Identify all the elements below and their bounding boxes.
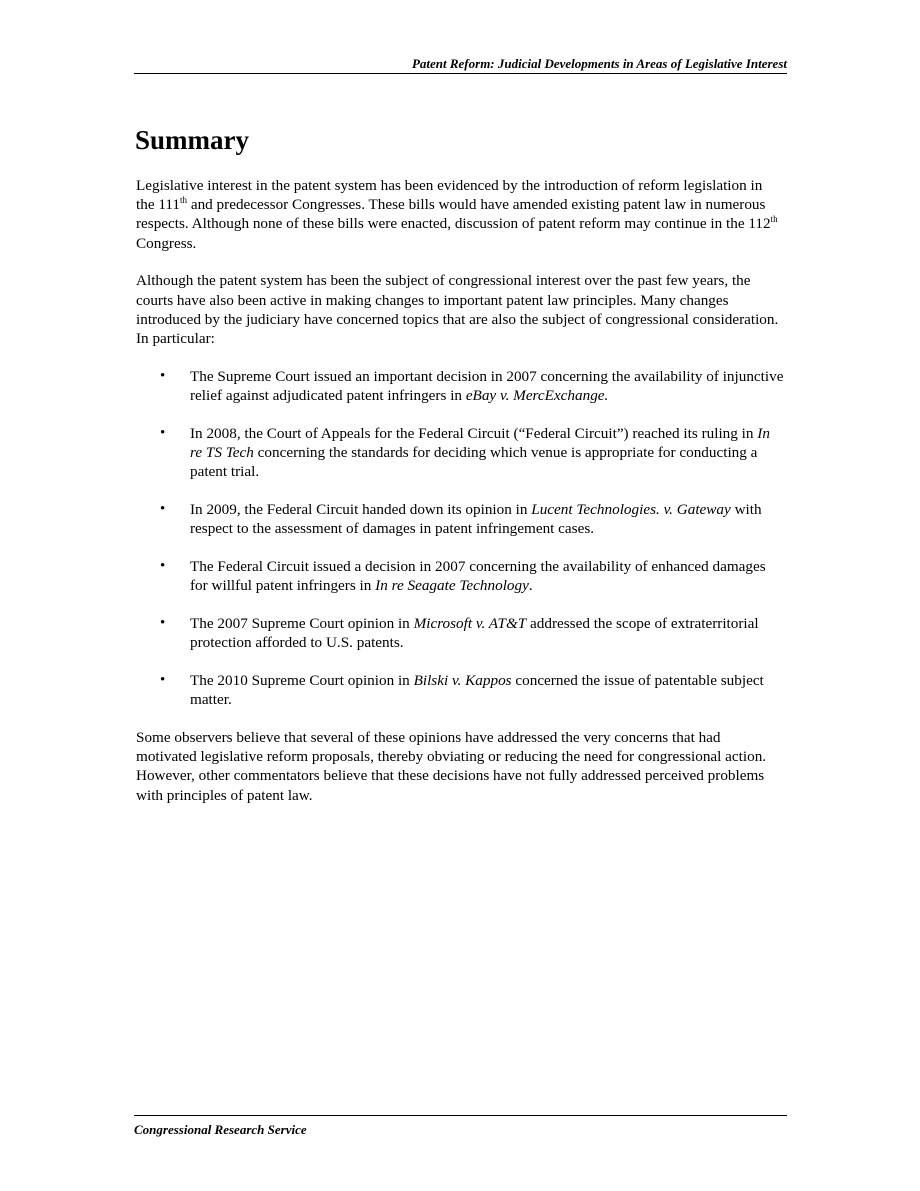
list-item-text: The Supreme Court issued an important decision in 2007 concerning the availability of injunctive relief against adjudicated patent infringers in [190,367,784,405]
case-name: Bilski v. Kappos [413,672,512,690]
list-item [136,500,784,538]
list-item-text: addressed the scope of extraterritorial protection afforded to U.S. patents. [190,615,759,652]
ordinal-suffix: th [180,195,188,206]
summary-body [136,176,784,823]
case-name: In re Seagate Technology [375,577,529,595]
courts-paragraph: Although the patent system has been the subject of congressional interest over the past few years, the courts have also been active in making changes to important patent law principles. Many changes introduced by the judiciary have concerned topics that are also the subject of congressional consideration. In particular: [136,272,779,348]
page-title: Summary [135,125,249,155]
bullet-icon: • [160,424,166,441]
case-name: Microsoft v. AT&T [413,615,527,633]
list-item-text: concerned the issue of patentable subject matter. [190,672,764,709]
list-item [136,671,784,709]
intro-text-2: and predecessor Congresses. These bills would have amended existing patent law in numerous respects. Although none of these bills were enacted, discussion of patent reform may continue in the 112 [136,196,771,233]
case-name: eBay v. MercExchange. [465,387,609,405]
list-item-text: The 2007 Supreme Court opinion in [190,615,414,633]
list-item-text: In 2008, the Court of Appeals for the Federal Circuit (“Federal Circuit”) reached its ruling in [190,424,758,442]
list-item [136,614,784,652]
running-header-title: Patent Reform: Judicial Developments in Areas of Legislative Interest [411,56,787,71]
conclusion-paragraph: Some observers believe that several of these opinions have addressed the very concerns that had motivated legislative reform proposals, thereby obviating or reducing the need for congressional action. However, other commentators believe that these decisions have not fully addressed perceived problems with principles of patent law. [136,729,767,804]
bullet-icon: • [160,615,166,632]
intro-text-3: Congress. [136,234,197,252]
case-name: Lucent Technologies. v. Gateway [531,501,731,519]
intro-paragraph [136,176,784,253]
bullet-icon: • [160,558,166,575]
bullet-icon: • [160,367,166,384]
list-item-text: with respect to the assessment of damages in patent infringement cases. [190,501,762,538]
list-item-text: concerning the standards for deciding which venue is appropriate for conducting a patent trial. [190,444,758,481]
running-header [134,55,787,74]
list-item [136,557,784,595]
list-item-text: . [528,577,533,595]
list-item-text: The 2010 Supreme Court opinion in [190,672,414,690]
footer-organization: Congressional Research Service [134,1122,307,1137]
list-item-text: In 2009, the Federal Circuit handed down its opinion in [190,501,532,519]
court-decisions-list [136,367,784,710]
ordinal-suffix: th [770,214,778,225]
list-item [136,424,784,482]
page-footer [134,1115,787,1138]
intro-text-1: Legislative interest in the patent system has been evidenced by the introduction of reform legislation in the 111 [136,177,763,214]
bullet-icon: • [160,501,166,518]
case-name: In re TS Tech [190,424,770,462]
list-item-text: The Federal Circuit issued a decision in 2007 concerning the availability of enhanced damages for willful patent infringers in [190,558,766,595]
list-item [136,367,784,405]
bullet-icon: • [160,672,166,689]
